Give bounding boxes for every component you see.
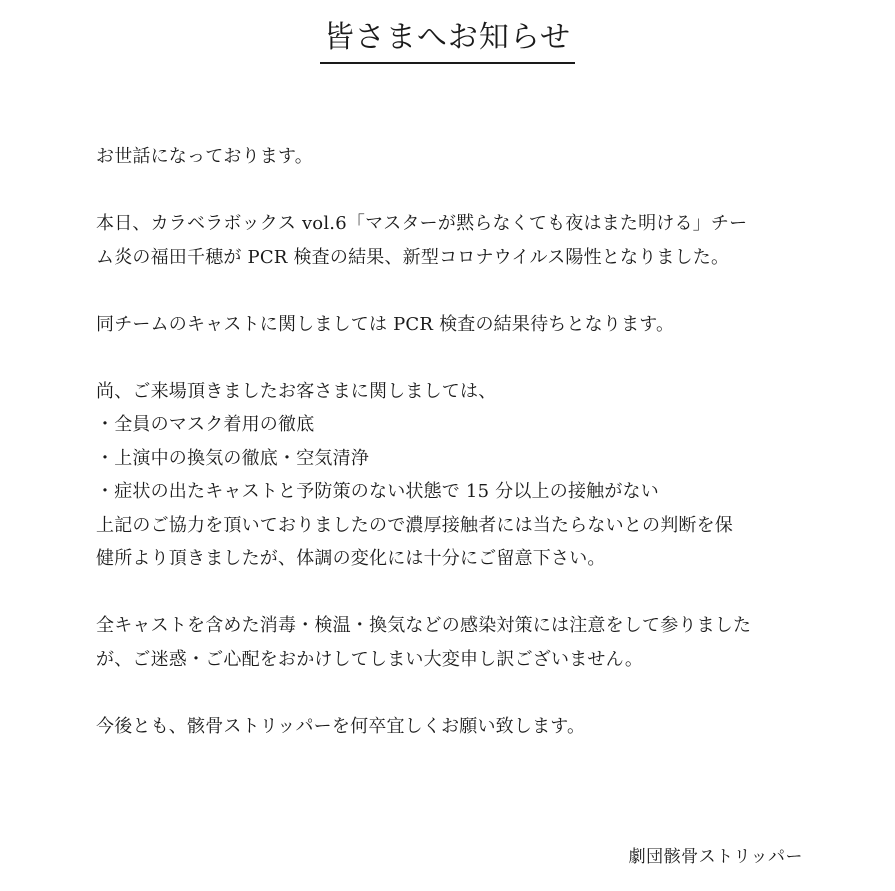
paragraph1-line1: 本日、カラベラボックス vol.6「マスターが黙らなくても夜はまた明ける」チー bbox=[96, 213, 748, 234]
paragraph3-bullet3: ・症状の出たキャストと予防策のない状態で 15 分以上の接触がない bbox=[96, 481, 659, 502]
paragraph3-bullet1: ・全員のマスク着用の徹底 bbox=[96, 414, 315, 435]
greeting-line: お世話になっております。 bbox=[96, 146, 313, 167]
notice-body bbox=[96, 140, 816, 743]
paragraph3-line1: 尚、ご来場頂きましたお客さまに関しましては、 bbox=[96, 380, 497, 402]
closing-line: 今後とも、骸骨ストリッパーを何卒宜しくお願い致します。 bbox=[96, 715, 586, 737]
notice-title bbox=[0, 18, 895, 64]
notice-title-text: 皆さまへお知らせ bbox=[320, 18, 575, 64]
paragraph3-bullet2: ・上演中の換気の徹底・空気清浄 bbox=[96, 447, 369, 469]
paragraph1-line2: ム炎の福田千穂が PCR 検査の結果、新型コロナウイルス陽性となりました。 bbox=[96, 246, 730, 268]
paragraph4-line2: が、ご迷惑・ご心配をおかけしてしまい大変申し訳ございません。 bbox=[96, 648, 644, 670]
paragraph3-line5: 上記のご協力を頂いておりましたので濃厚接触者には当たらないとの判断を保 bbox=[96, 514, 733, 536]
paragraph4-line1: 全キャストを含めた消毒・検温・換気などの感染対策には注意をして参りました bbox=[96, 615, 752, 636]
paragraph3-line6: 健所より頂きましたが、体調の変化には十分にご留意下さい。 bbox=[96, 548, 606, 569]
paragraph2-line1: 同チームのキャストに関しましては PCR 検査の結果待ちとなります。 bbox=[96, 313, 675, 335]
signature: 劇団骸骨ストリッパー bbox=[628, 847, 803, 867]
